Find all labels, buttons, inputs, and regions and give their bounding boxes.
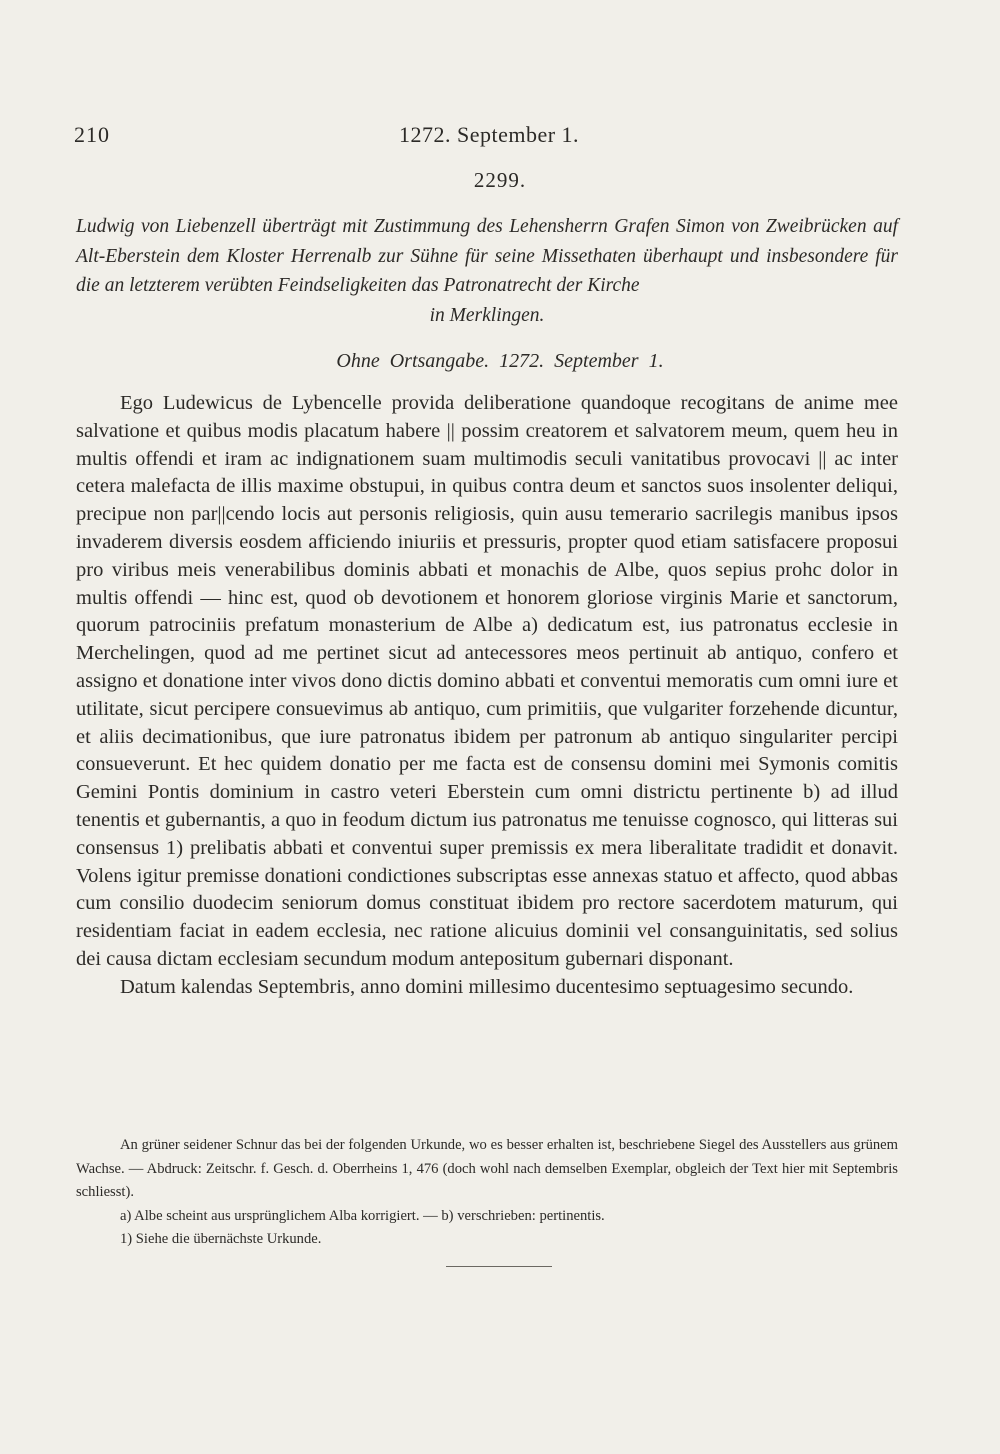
editorial-notes [76, 1134, 898, 1252]
regest-last-line: in Merklingen. [429, 304, 545, 326]
body-paragraph: Datum kalendas Septembris, anno domini millesimo ducentesimo septuagesimo secundo. [120, 975, 854, 998]
place-date-line: Ohne Ortsangabe. 1272. September 1. [336, 350, 664, 372]
body-paragraph: Ego Ludewicus de Lybencelle provida deliberatione quandoque recogitans de anime mee salvatione et quibus modis placatum habere || possim creatorem et salvatorem meum, quem heu in multis offendi et iram ac indignationem suam multimodis seculi vanitatibus provocavi || ac inter cetera malefacta de illis maxime obstupui, in quibus contra deum et sanctos suos insolenter deliqui, precipue non par||cendo locis aut personis religiosis, quin ausu temerario sacrilegis manibus ipsos invaderem diversis eosdem afficiendo iniuriis et pressuris, propter quod etiam satisfacere proposui pro viribus meis venerabilibus dominis abbati et monachis de Albe, quos sepius prohc dolor in multis offendi — hinc est, quod ob devotionem et honorem gloriose virginis Marie et sanctorum, quorum patrociniis prefatum monasterium de Albe a) dedicatum est, ius patronatus ecclesie in Merchelingen, quod ad me pertinet sicut ad antecessores meos pertinuit ab antiquo, confero et assigno et donatione inter vivos dono dictis domino abbati et conventui memoratis cum omni iure et utilitate, sicut percipere consuevimus ab antiquo, cum primitiis, que vulgariter forzehende dicuntur, et aliis decimationibus, que iure patronatus ibidem per patronum ab antiquo singulariter percipi consueverunt. Et hec quidem donatio per me facta est de consensu domini mei Symonis comitis Gemini Pontis dominium in castro veteri Eberstein cum omni districtu pertinente b) ad illud tenentis et gubernantis, a quo in feodum dictum ius patronatus me tenuisse cognosco, qui litteras sui consensus 1) prelibatis abbati et conventui super premissis ex mera liberalitate tradidit et donavit. Volens igitur premisse donationi condictiones subscriptas esse annexas statuo et affecto, quod abbas cum consilio duodecim seniorum domus constituat ibidem pro rectore sacerdotem maturum, qui residentiam faciat in eadem ecclesia, nec ratione alicuius dominii vel consanguinitatis, sed solius dei causa dictam ecclesiam secundum modum antepositum gubernari disponant. [76, 392, 898, 970]
footnote-1: 1) Siehe die übernächste Urkunde. [120, 1231, 322, 1247]
page-number: 210 [74, 122, 110, 147]
seal-description-note: An grüner seidener Schnur das bei der folgenden Urkunde, wo es besser erhalten ist, beschriebene Siegel des Ausstellers aus grünem Wachse. — Abdruck: Zeitschr. f. Gesch. d. Oberrheins 1, 476 (doch wohl nach demselben Exemplar, obgleich der Text hier mit Septembris schliesst). [76, 1137, 898, 1200]
footnote-ab: a) Albe scheint aus ursprünglichem Alba korrigiert. — b) verschrieben: pertinentis. [120, 1207, 605, 1224]
regest-text: Ludwig von Liebenzell überträgt mit Zustimmung des Lehensherrn Grafen Simon von Zweibrücken auf Alt-Eberstein dem Kloster Herrenalb zur Sühne für seine Missethaten überhaupt und insbesondere für die an letzterem verübten Feindseligkeiten das Patronatrecht der Kirche [76, 216, 898, 296]
running-header-date: 1272. September 1. [398, 122, 580, 147]
document-body [76, 390, 898, 1002]
document-number: 2299. [473, 168, 527, 192]
regest [76, 212, 898, 330]
end-rule [446, 1266, 552, 1267]
page-header [74, 122, 904, 156]
